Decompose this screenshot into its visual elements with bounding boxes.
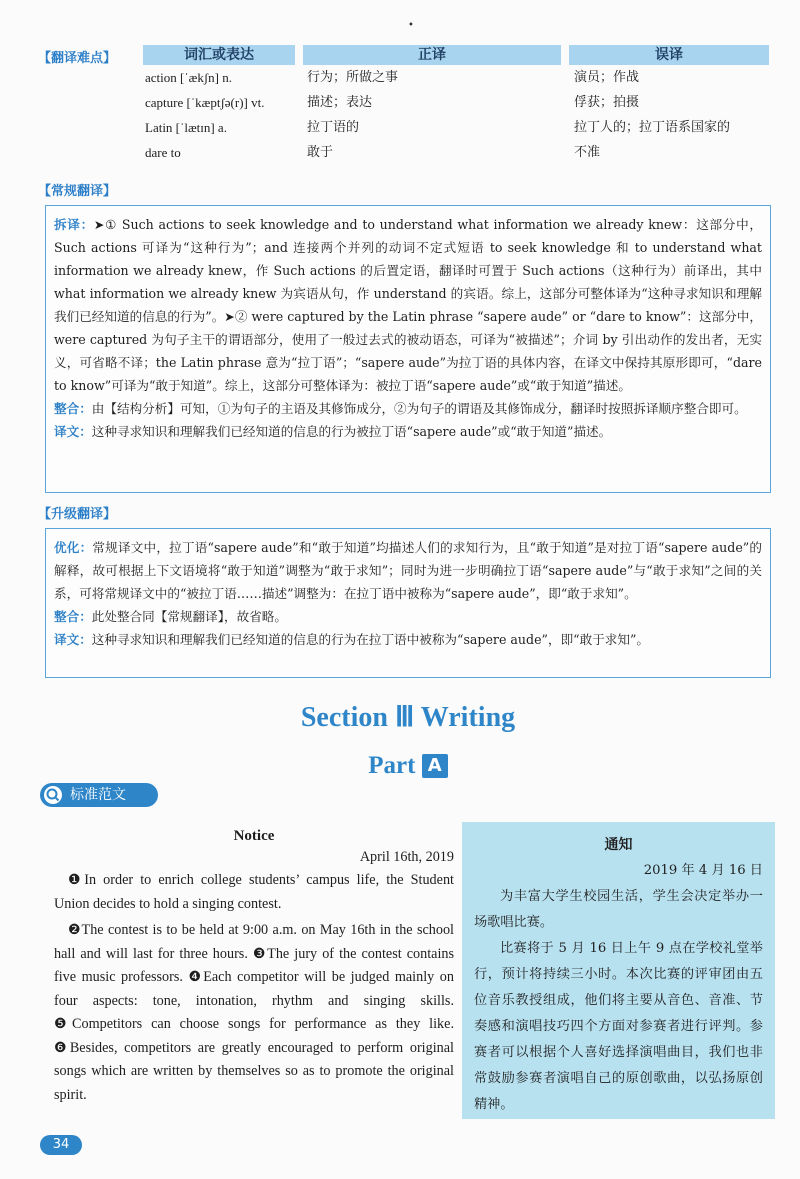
translation-paragraph bbox=[54, 420, 762, 443]
translation-text: 这种寻求知识和理解我们已经知道的信息的行为在拉丁语中被称为“sapere aude”，即“敢于求知”。 bbox=[91, 632, 650, 647]
essay-paragraph: ❷The contest is to be held at 9:00 a.m. on May 16th in the school hall and will last for three hours. ❸The jury of the contest contains five music professors. ❹Each competitor will be judged mainly on four aspects: tone, intonation, rhythm and singing skills. ❺Competitors can choose songs for performance as they like. ❻Besides, competitors are greatly encouraged to perform original songs which are written by themselves so as to promote the original spirit. bbox=[54, 922, 454, 1103]
search-icon bbox=[44, 786, 62, 804]
upgrade-label: 【升级翻译】 bbox=[38, 507, 117, 522]
sample-tag bbox=[40, 783, 158, 807]
part-letter-badge: A bbox=[422, 754, 448, 778]
translation-keyword: 译文： bbox=[54, 632, 92, 647]
vocab-correct: 敢于 bbox=[307, 145, 334, 160]
merge-text: 此处整合同【常规翻译】，故省略。 bbox=[91, 609, 287, 624]
optimize-paragraph bbox=[54, 536, 762, 605]
optimize-keyword: 优化： bbox=[54, 540, 93, 555]
vocab-row bbox=[0, 115, 800, 140]
english-essay bbox=[54, 828, 454, 1107]
vocab-header-word: 词汇或表达 bbox=[143, 45, 295, 65]
top-dot: • bbox=[408, 20, 414, 31]
merge-paragraph bbox=[54, 605, 762, 628]
merge-text: 由【结构分析】可知，①为句子的主语及其修饰成分，②为句子的谓语及其修饰成分，翻译时按照拆译顺序整合即可。 bbox=[91, 401, 747, 416]
vocab-label: 【翻译难点】 bbox=[38, 51, 117, 66]
page-number-label: 34 bbox=[52, 1137, 70, 1152]
vocab-correct: 拉丁语的 bbox=[307, 120, 360, 135]
page-number bbox=[40, 1135, 82, 1155]
split-text: ➤① Such actions to seek knowledge and to understand what information we already knew：这部分中，Such actions 可译为“这种行为”；and 连接两个并列的动词不定式短语 to seek knowledge 和 to understand what information we already knew，作 Such actions 的后置定语，翻译时可置于 Such actions（这种行为）前译出，其中 what information we already knew 为宾语从句，作 understand 的宾语。综上，这部分可整体译为“这种寻求知识和理解我们已经知道的信息的行为”。➤② were captured by the Latin phrase “sapere aude” or “dare to know”：这部分中，were captured 为句子主干的谓语部分，使用了一般过去式的被动语态，可译为“被描述”；介词 by 引出动作的发出者，无实义，可省略不译；the Latin phrase 意为“拉丁语”；“sapere aude”为拉丁语的具体内容，在译文中保持其原形即可，“dare to know”可译为“敢于知道”。综上，这部分可整体译为：被拉丁语“sapere aude”或“敢于知道”描述。 bbox=[54, 217, 762, 393]
regular-box bbox=[45, 205, 771, 493]
part-label: Part bbox=[368, 752, 416, 779]
section-title: Section Ⅲ Writing bbox=[300, 702, 516, 733]
merge-keyword: 整合： bbox=[54, 609, 92, 624]
split-paragraph bbox=[54, 213, 762, 397]
regular-label: 【常规翻译】 bbox=[38, 184, 117, 199]
translation-keyword: 译文： bbox=[54, 424, 92, 439]
vocab-header-correct: 正译 bbox=[303, 45, 561, 65]
essay-date: April 16th, 2019 bbox=[359, 849, 454, 865]
translation-paragraph bbox=[54, 628, 762, 651]
vocab-rows bbox=[0, 65, 800, 165]
vocab-header-wrong: 误译 bbox=[569, 45, 769, 65]
vocab-wrong: 演员；作战 bbox=[574, 70, 640, 85]
vocab-row bbox=[0, 90, 800, 115]
translation-title: 通知 bbox=[604, 837, 633, 853]
split-keyword: 拆译： bbox=[54, 217, 94, 232]
translation-text: 这种寻求知识和理解我们已经知道的信息的行为被拉丁语“sapere aude”或“敢于知道”描述。 bbox=[91, 424, 612, 439]
vocab-correct: 描述；表达 bbox=[307, 95, 373, 110]
vocab-word: action [ˈækʃn] n. bbox=[145, 70, 233, 85]
vocab-wrong: 不准 bbox=[574, 145, 601, 160]
essay-paragraph: ❶In order to enrich college students’ campus life, the Student Union decides to hold a singing contest. bbox=[54, 872, 454, 912]
part-title bbox=[0, 752, 800, 780]
vocab-wrong: 拉丁人的；拉丁语系国家的 bbox=[574, 120, 731, 135]
upgrade-box bbox=[45, 528, 771, 678]
merge-keyword: 整合： bbox=[54, 401, 92, 416]
merge-paragraph bbox=[54, 397, 762, 420]
vocab-row bbox=[0, 65, 800, 90]
vocab-word: capture [ˈkæptʃə(r)] vt. bbox=[145, 95, 265, 110]
vocab-wrong: 俘获；拍摄 bbox=[574, 95, 640, 110]
chinese-translation bbox=[462, 822, 775, 1119]
vocab-correct: 行为；所做之事 bbox=[307, 70, 399, 85]
optimize-text: 常规译文中，拉丁语“sapere aude”和“敢于知道”均描述人们的求知行为，且“敢于知道”是对拉丁语“sapere aude”的解释，故可根据上下文语境将“敢于知道”调整为“敢于求知”；同时为进一步明确拉丁语“sapere aude”与“敢于求知”之间的关系，可将常规译文中的“被拉丁语……描述”调整为：在拉丁语中被称为“sapere aude”，即“敢于求知”。 bbox=[54, 540, 763, 601]
translation-paragraph: 比赛将于 5 月 16 日上午 9 点在学校礼堂举行，预计将持续三小时。本次比赛的评审团由五位音乐教授组成，他们将主要从音色、音准、节奏感和演唱技巧四个方面对参赛者进行评判。参赛者可以根据个人喜好选择演唱曲目，我们也非常鼓励参赛者演唱自己的原创歌曲，以弘扬原创精神。 bbox=[474, 941, 763, 1112]
vocab-word: dare to bbox=[145, 145, 181, 160]
vocab-row bbox=[0, 140, 800, 165]
translation-date: 2019 年 4 月 16 日 bbox=[643, 863, 763, 878]
translation-paragraph: 为丰富大学生校园生活，学生会决定举办一场歌唱比赛。 bbox=[474, 889, 763, 930]
essay-title: Notice bbox=[233, 828, 275, 844]
sample-tag-label: 标准范文 bbox=[70, 787, 126, 803]
vocab-word: Latin [ˈlætɪn] a. bbox=[145, 120, 227, 135]
